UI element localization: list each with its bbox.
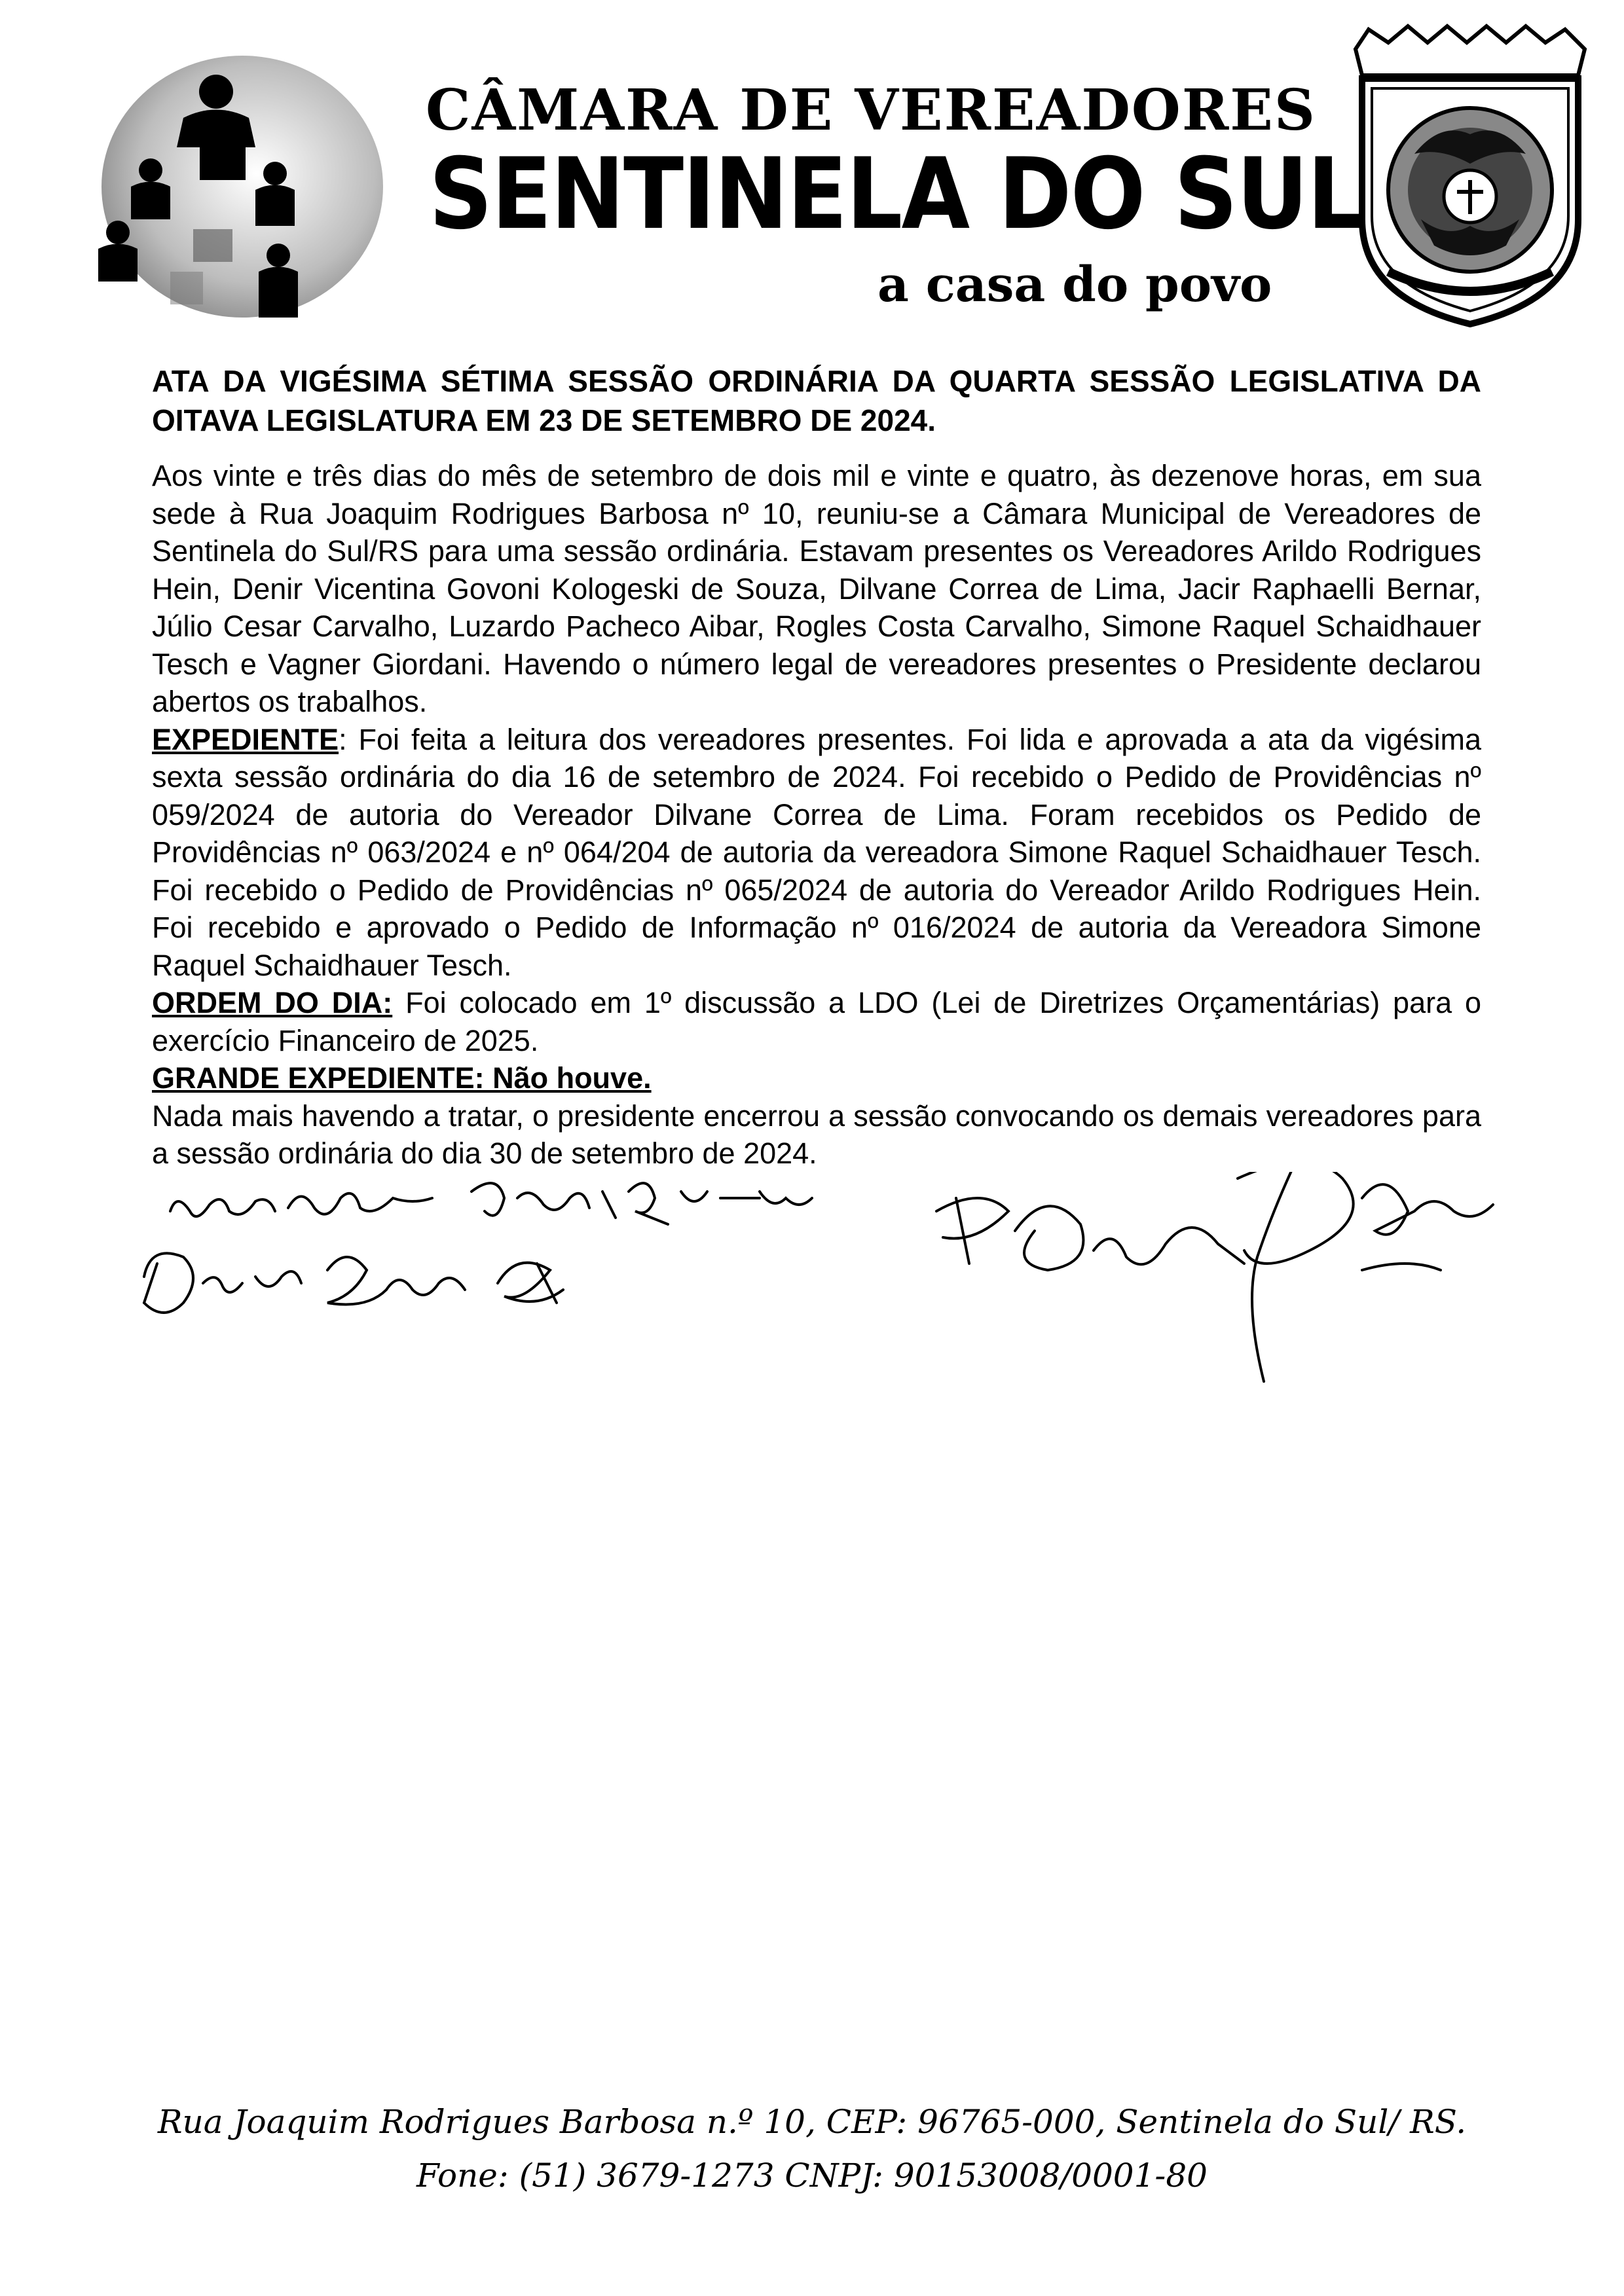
footer-contact: Fone: (51) 3679-1273 CNPJ: 90153008/0001-80: [416, 2157, 1208, 2195]
handwritten-signatures: [131, 1172, 1572, 1388]
municipal-crest-icon: [1342, 23, 1598, 331]
brand-tagline: a casa do povo: [877, 257, 1272, 313]
ordem-paragraph: [152, 984, 1481, 1059]
grande-label: GRANDE EXPEDIENTE: Não houve.: [152, 1061, 652, 1095]
ordem-text: Foi colocado em 1º discussão a LDO (Lei de Diretrizes Orçamentárias) para o exercício Financeiro de 2025.: [152, 986, 1481, 1057]
minutes-body: [152, 457, 1481, 1173]
expediente-text: : Foi feita a leitura dos vereadores presentes. Foi lida e aprovada a ata da vigésima sexta sessão ordinária do dia 16 de setembro de 2024. Foi recebido o Pedido de Providências nº 059/2024 de autoria do Vereador Dilvane Correa de Lima. Foram recebidos os Pedido de Providências nº 063/2024 e nº 064/204 de autoria da vereadora Simone Raquel Schaidhauer Tesch. Foi recebido o Pedido de Providências nº 065/2024 de autoria do Vereador Arildo Rodrigues Hein. Foi recebido e aprovado o Pedido de Informação nº 016/2024 de autoria da Vereadora Simone Raquel Schaidhauer Tesch.: [152, 722, 1481, 982]
footer-address: Rua Joaquim Rodrigues Barbosa n.º 10, CEP: 96765-000, Sentinela do Sul/ RS.: [157, 2103, 1467, 2141]
grande-paragraph: [152, 1059, 1481, 1097]
closing-paragraph: Nada mais havendo a tratar, o presidente encerrou a sessão convocando os demais vereadores para a sessão ordinária do dia 30 de setembro de 2024.: [152, 1099, 1481, 1170]
expediente-label: EXPEDIENTE: [152, 722, 339, 756]
document-title: ATA DA VIGÉSIMA SÉTIMA SESSÃO ORDINÁRIA DA QUARTA SESSÃO LEGISLATIVA DA OITAVA LEGISLATURA EM 23 DE SETEMBRO DE 2024.: [152, 364, 1481, 437]
expediente-paragraph: [152, 721, 1481, 985]
brand-title-line2: SENTINELA DO SUL: [429, 137, 1363, 251]
letterhead: [0, 0, 1624, 340]
council-logo-icon: [79, 56, 386, 324]
opening-paragraph: Aos vinte e três dias do mês de setembro de dois mil e vinte e quatro, às dezenove horas, em sua sede à Rua Joaquim Rodrigues Barbosa nº 10, reuniu-se a Câmara Municipal de Vereadores de Sentinela do Sul/RS para uma sessão ordinária. Estavam presentes os Vereadores Arildo Rodrigues Hein, Denir Vicentina Govoni Kologeski de Souza, Dilvane Correa de Lima, Jacir Raphaelli Bernar, Júlio Cesar Carvalho, Luzardo Pacheco Aibar, Rogles Costa Carvalho, Simone Raquel Schaidhauer Tesch e Vagner Giordani. Havendo o número legal de vereadores presentes o Presidente declarou abertos os trabalhos.: [152, 459, 1481, 718]
footer: [0, 2095, 1624, 2202]
ordem-label: ORDEM DO DIA:: [152, 986, 393, 1019]
brand-title-line1: CÂMARA DE VEREADORES: [426, 77, 1316, 143]
